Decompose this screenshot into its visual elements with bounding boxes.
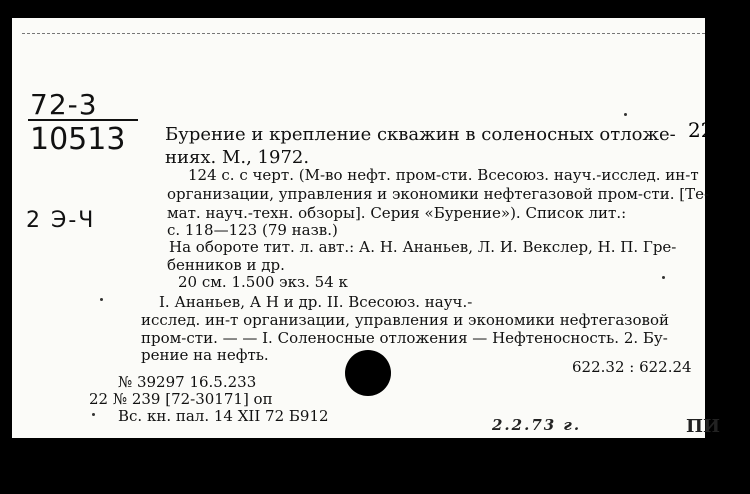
description-line: мат. науч.-техн. обзоры]. Серия «Бурение»). Список лит.: bbox=[167, 204, 627, 222]
tracing-line: пром-сти. — — I. Соленосные отложения — Нефтеносность. 2. Бу- bbox=[141, 329, 668, 347]
tracing-line: I. Ананьев, А Н и др. II. Всесоюз. науч.- bbox=[159, 293, 473, 311]
punch-hole bbox=[345, 350, 391, 396]
footer-line: 22 № 239 [72-30171] оп bbox=[89, 390, 273, 408]
classification-number: 622.32 : 622.24 bbox=[572, 358, 692, 376]
description-line: с. 118—123 (79 назв.) bbox=[167, 221, 338, 239]
handwritten-accession-number: 10513 bbox=[30, 122, 126, 157]
page-number: 22 bbox=[688, 118, 714, 142]
format-line: 20 см. 1.500 экз. 54 к bbox=[178, 273, 348, 291]
speck bbox=[92, 413, 95, 416]
footer-line: № 39297 16.5.233 bbox=[118, 373, 257, 391]
footer-line: Вс. кн. пал. 14 XII 72 Б912 bbox=[118, 407, 329, 425]
title-line-2: ниях. М., 1972. bbox=[165, 147, 310, 168]
date-stamp: 2.2.73 г. bbox=[492, 416, 582, 434]
description-line: 124 с. с черт. (М-во нефт. пром-сти. Всесоюз. науч.-исслед. ин-т bbox=[188, 166, 699, 184]
speck bbox=[100, 298, 103, 301]
tracing-line: рение на нефть. bbox=[141, 346, 269, 364]
top-dashed-rule bbox=[22, 33, 705, 34]
speck bbox=[624, 113, 627, 116]
tracing-line: исслед. ин-т организации, управления и экономики нефтегазовой bbox=[141, 311, 669, 329]
verso-note-line: На обороте тит. л. авт.: А. Н. Ананьев, Л. И. Векслер, Н. П. Гре- bbox=[169, 238, 677, 256]
handwritten-underline bbox=[28, 119, 138, 121]
corner-mark: ПИ bbox=[686, 416, 721, 437]
handwritten-call-number: 72-3 bbox=[30, 88, 98, 121]
handwritten-side-note: 2 Э-Ч bbox=[26, 208, 96, 233]
description-line: организации, управления и экономики нефтегазовой пром-сти. [Те- bbox=[167, 185, 710, 203]
verso-note-line: бенников и др. bbox=[167, 256, 285, 274]
speck bbox=[662, 276, 665, 279]
title-line-1: Бурение и крепление скважин в соленосных отложе- bbox=[165, 124, 676, 145]
